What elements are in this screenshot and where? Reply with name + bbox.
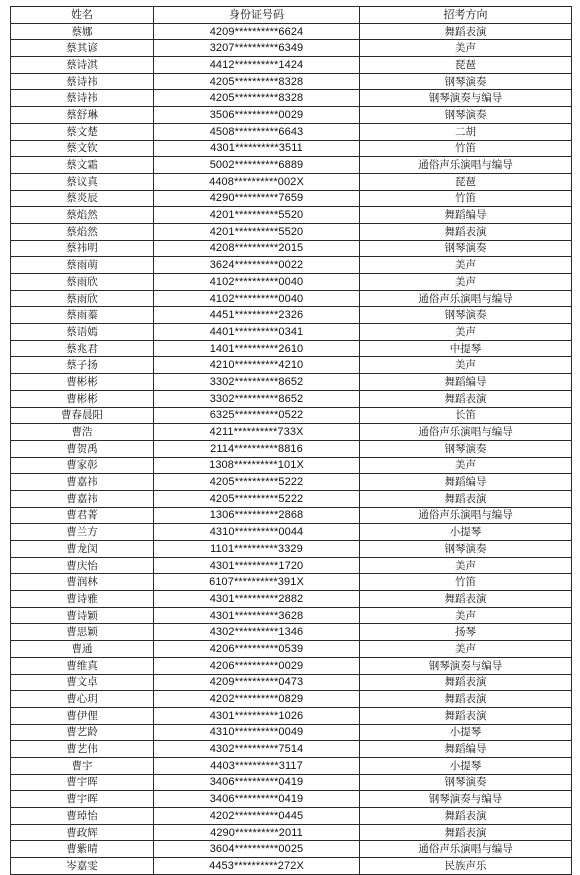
cell-direction: 竹笛	[360, 140, 572, 157]
table-row	[11, 641, 572, 658]
cell-id-number: 4401**********0341	[154, 324, 360, 341]
cell-name: 曹通	[11, 641, 154, 658]
cell-direction: 舞蹈表演	[360, 674, 572, 691]
cell-id-number: 4206**********0539	[154, 641, 360, 658]
cell-direction: 舞蹈表演	[360, 490, 572, 507]
cell-direction: 美声	[360, 557, 572, 574]
cell-id-number: 4210**********4210	[154, 357, 360, 374]
cell-direction: 中提琴	[360, 340, 572, 357]
cell-id-number: 3207**********6349	[154, 40, 360, 57]
table-row	[11, 591, 572, 608]
cell-name: 蔡雨萌	[11, 257, 154, 274]
cell-direction: 二胡	[360, 123, 572, 140]
cell-name: 曹宇晖	[11, 791, 154, 808]
cell-name: 蔡诗祎	[11, 73, 154, 90]
cell-id-number: 4508**********6643	[154, 123, 360, 140]
cell-name: 曹嘉祎	[11, 490, 154, 507]
cell-name: 曹彬彬	[11, 390, 154, 407]
cell-direction: 钢琴演奏	[360, 774, 572, 791]
cell-id-number: 4412**********1424	[154, 57, 360, 74]
cell-direction: 美声	[360, 257, 572, 274]
table-row	[11, 23, 572, 40]
cell-id-number: 2114**********8816	[154, 440, 360, 457]
cell-id-number: 3302**********8652	[154, 374, 360, 391]
cell-name: 蔡议真	[11, 173, 154, 190]
cell-id-number: 4290**********2011	[154, 824, 360, 841]
cell-direction: 扬琴	[360, 624, 572, 641]
table-row	[11, 424, 572, 441]
cell-direction: 美声	[360, 274, 572, 291]
cell-name: 蔡兆君	[11, 340, 154, 357]
cell-direction: 舞蹈表演	[360, 390, 572, 407]
cell-direction: 钢琴演奏	[360, 307, 572, 324]
cell-direction: 琵琶	[360, 173, 572, 190]
cell-direction: 舞蹈编导	[360, 207, 572, 224]
cell-name: 曹伊俚	[11, 707, 154, 724]
table-row	[11, 57, 572, 74]
cell-id-number: 4301**********2882	[154, 591, 360, 608]
roster-sheet	[10, 6, 571, 875]
table-row	[11, 324, 572, 341]
cell-name: 蔡舒琳	[11, 107, 154, 124]
cell-direction: 舞蹈表演	[360, 591, 572, 608]
cell-id-number: 6325**********0522	[154, 407, 360, 424]
table-row	[11, 691, 572, 708]
cell-id-number: 4301**********1720	[154, 557, 360, 574]
cell-name: 曹艺龄	[11, 724, 154, 741]
table-row	[11, 524, 572, 541]
cell-name: 蔡子扬	[11, 357, 154, 374]
cell-id-number: 4310**********0049	[154, 724, 360, 741]
cell-name: 蔡其谚	[11, 40, 154, 57]
cell-name: 曹宇晖	[11, 774, 154, 791]
cell-direction: 舞蹈表演	[360, 808, 572, 825]
cell-name: 曹思颖	[11, 624, 154, 641]
cell-id-number: 4205**********5222	[154, 490, 360, 507]
table-row	[11, 274, 572, 291]
cell-direction: 竹笛	[360, 190, 572, 207]
cell-direction: 舞蹈表演	[360, 824, 572, 841]
cell-name: 曹紫晴	[11, 841, 154, 858]
cell-name: 蔡文霜	[11, 157, 154, 174]
cell-id-number: 4302**********1346	[154, 624, 360, 641]
cell-name: 曹艺伟	[11, 741, 154, 758]
cell-id-number: 4301**********3628	[154, 607, 360, 624]
cell-name: 曹琸怡	[11, 808, 154, 825]
cell-direction: 钢琴演奏与编导	[360, 90, 572, 107]
cell-name: 蔡祎明	[11, 240, 154, 257]
cell-direction: 民族声乐	[360, 858, 572, 875]
table-row	[11, 207, 572, 224]
cell-direction: 钢琴演奏与编导	[360, 657, 572, 674]
table-row	[11, 474, 572, 491]
cell-direction: 琵琶	[360, 57, 572, 74]
cell-name: 岑嘉雯	[11, 858, 154, 875]
cell-name: 蔡诗祎	[11, 90, 154, 107]
cell-name: 曹维真	[11, 657, 154, 674]
table-row	[11, 307, 572, 324]
cell-id-number: 4202**********0445	[154, 808, 360, 825]
table-row	[11, 607, 572, 624]
cell-id-number: 4403**********3117	[154, 757, 360, 774]
cell-direction: 美声	[360, 457, 572, 474]
candidate-table	[10, 6, 572, 875]
table-row	[11, 123, 572, 140]
cell-name: 蔡雨蓁	[11, 307, 154, 324]
table-row	[11, 557, 572, 574]
cell-direction: 长笛	[360, 407, 572, 424]
cell-name: 曹嘉祎	[11, 474, 154, 491]
header-row	[11, 7, 572, 24]
cell-direction: 通俗声乐演唱与编导	[360, 157, 572, 174]
cell-direction: 钢琴演奏	[360, 541, 572, 558]
cell-id-number: 1308**********101X	[154, 457, 360, 474]
cell-direction: 钢琴演奏	[360, 440, 572, 457]
cell-name: 蔡焰然	[11, 223, 154, 240]
cell-id-number: 4102**********0040	[154, 274, 360, 291]
cell-direction: 舞蹈表演	[360, 23, 572, 40]
cell-direction: 舞蹈表演	[360, 707, 572, 724]
table-row	[11, 808, 572, 825]
table-row	[11, 390, 572, 407]
cell-direction: 美声	[360, 40, 572, 57]
cell-id-number: 4453**********272X	[154, 858, 360, 875]
cell-direction: 美声	[360, 324, 572, 341]
table-row	[11, 290, 572, 307]
table-row	[11, 90, 572, 107]
cell-name: 蔡诗淇	[11, 57, 154, 74]
cell-direction: 小提琴	[360, 757, 572, 774]
cell-direction: 美声	[360, 607, 572, 624]
cell-direction: 舞蹈表演	[360, 691, 572, 708]
table-row	[11, 624, 572, 641]
cell-name: 曹文卓	[11, 674, 154, 691]
cell-id-number: 4290**********7659	[154, 190, 360, 207]
table-header	[11, 7, 572, 24]
table-row	[11, 657, 572, 674]
cell-direction: 钢琴演奏与编导	[360, 791, 572, 808]
cell-direction: 美声	[360, 357, 572, 374]
table-row	[11, 357, 572, 374]
cell-id-number: 4205**********8328	[154, 90, 360, 107]
table-body	[11, 23, 572, 874]
cell-name: 曹政辉	[11, 824, 154, 841]
table-row	[11, 73, 572, 90]
table-row	[11, 240, 572, 257]
cell-direction: 竹笛	[360, 574, 572, 591]
cell-name: 蔡雨欣	[11, 274, 154, 291]
cell-id-number: 4302**********7514	[154, 741, 360, 758]
table-row	[11, 407, 572, 424]
table-row	[11, 858, 572, 875]
cell-id-number: 4201**********5520	[154, 207, 360, 224]
table-row	[11, 457, 572, 474]
table-row	[11, 724, 572, 741]
cell-id-number: 4202**********0829	[154, 691, 360, 708]
cell-direction: 舞蹈编导	[360, 474, 572, 491]
cell-id-number: 3406**********0419	[154, 791, 360, 808]
cell-name: 曹家彰	[11, 457, 154, 474]
table-row	[11, 574, 572, 591]
table-row	[11, 674, 572, 691]
table-row	[11, 791, 572, 808]
cell-name: 曹彬彬	[11, 374, 154, 391]
cell-direction: 通俗声乐演唱与编导	[360, 290, 572, 307]
cell-id-number: 4451**********2326	[154, 307, 360, 324]
table-row	[11, 173, 572, 190]
cell-id-number: 3302**********8652	[154, 390, 360, 407]
cell-name: 蔡炎辰	[11, 190, 154, 207]
cell-id-number: 4301**********3511	[154, 140, 360, 157]
table-row	[11, 541, 572, 558]
cell-name: 曹诗颖	[11, 607, 154, 624]
table-row	[11, 157, 572, 174]
table-row	[11, 490, 572, 507]
cell-name: 曹宇	[11, 757, 154, 774]
table-row	[11, 757, 572, 774]
cell-id-number: 4201**********5520	[154, 223, 360, 240]
cell-direction: 小提琴	[360, 524, 572, 541]
table-row	[11, 107, 572, 124]
cell-id-number: 4208**********2015	[154, 240, 360, 257]
table-row	[11, 257, 572, 274]
cell-name: 蔡文楚	[11, 123, 154, 140]
cell-id-number: 3624**********0022	[154, 257, 360, 274]
cell-id-number: 1101**********3329	[154, 541, 360, 558]
cell-name: 曹心玥	[11, 691, 154, 708]
table-row	[11, 824, 572, 841]
cell-direction: 通俗声乐演唱与编导	[360, 424, 572, 441]
cell-name: 蔡雨欣	[11, 290, 154, 307]
cell-direction: 钢琴演奏	[360, 73, 572, 90]
table-row	[11, 340, 572, 357]
column-header-id-number: 身份证号码	[154, 7, 360, 24]
cell-id-number: 4211**********733X	[154, 424, 360, 441]
cell-id-number: 5002**********6889	[154, 157, 360, 174]
cell-id-number: 4408**********002X	[154, 173, 360, 190]
table-row	[11, 190, 572, 207]
cell-id-number: 3406**********0419	[154, 774, 360, 791]
table-row	[11, 707, 572, 724]
cell-id-number: 4301**********1026	[154, 707, 360, 724]
cell-id-number: 4205**********8328	[154, 73, 360, 90]
table-row	[11, 507, 572, 524]
cell-id-number: 4310**********0044	[154, 524, 360, 541]
table-row	[11, 374, 572, 391]
cell-direction: 通俗声乐演唱与编导	[360, 841, 572, 858]
cell-id-number: 4206**********0029	[154, 657, 360, 674]
cell-name: 蔡焰然	[11, 207, 154, 224]
cell-name: 曹贺禹	[11, 440, 154, 457]
cell-id-number: 4205**********5222	[154, 474, 360, 491]
table-row	[11, 774, 572, 791]
cell-id-number: 4102**********0040	[154, 290, 360, 307]
cell-id-number: 1306**********2868	[154, 507, 360, 524]
cell-id-number: 6107**********391X	[154, 574, 360, 591]
cell-id-number: 4209**********6624	[154, 23, 360, 40]
cell-name: 蔡娜	[11, 23, 154, 40]
table-row	[11, 741, 572, 758]
cell-name: 曹兰方	[11, 524, 154, 541]
cell-direction: 舞蹈编导	[360, 741, 572, 758]
table-row	[11, 223, 572, 240]
cell-name: 蔡文钦	[11, 140, 154, 157]
cell-name: 曹君菁	[11, 507, 154, 524]
cell-name: 曹润林	[11, 574, 154, 591]
cell-name: 曹春晨阳	[11, 407, 154, 424]
cell-id-number: 3506**********0029	[154, 107, 360, 124]
cell-name: 蔡语嫣	[11, 324, 154, 341]
cell-name: 曹诗雅	[11, 591, 154, 608]
cell-id-number: 1401**********2610	[154, 340, 360, 357]
cell-id-number: 3604**********0025	[154, 841, 360, 858]
cell-direction: 舞蹈编导	[360, 374, 572, 391]
table-row	[11, 140, 572, 157]
cell-direction: 钢琴演奏	[360, 107, 572, 124]
cell-direction: 美声	[360, 641, 572, 658]
cell-direction: 通俗声乐演唱与编导	[360, 507, 572, 524]
cell-id-number: 4209**********0473	[154, 674, 360, 691]
table-row	[11, 841, 572, 858]
cell-direction: 舞蹈表演	[360, 223, 572, 240]
cell-direction: 钢琴演奏	[360, 240, 572, 257]
cell-direction: 小提琴	[360, 724, 572, 741]
cell-name: 曹龙闵	[11, 541, 154, 558]
table-row	[11, 440, 572, 457]
column-header-direction: 招考方向	[360, 7, 572, 24]
table-row	[11, 40, 572, 57]
cell-name: 曹浩	[11, 424, 154, 441]
cell-name: 曹庆怡	[11, 557, 154, 574]
column-header-name: 姓名	[11, 7, 154, 24]
